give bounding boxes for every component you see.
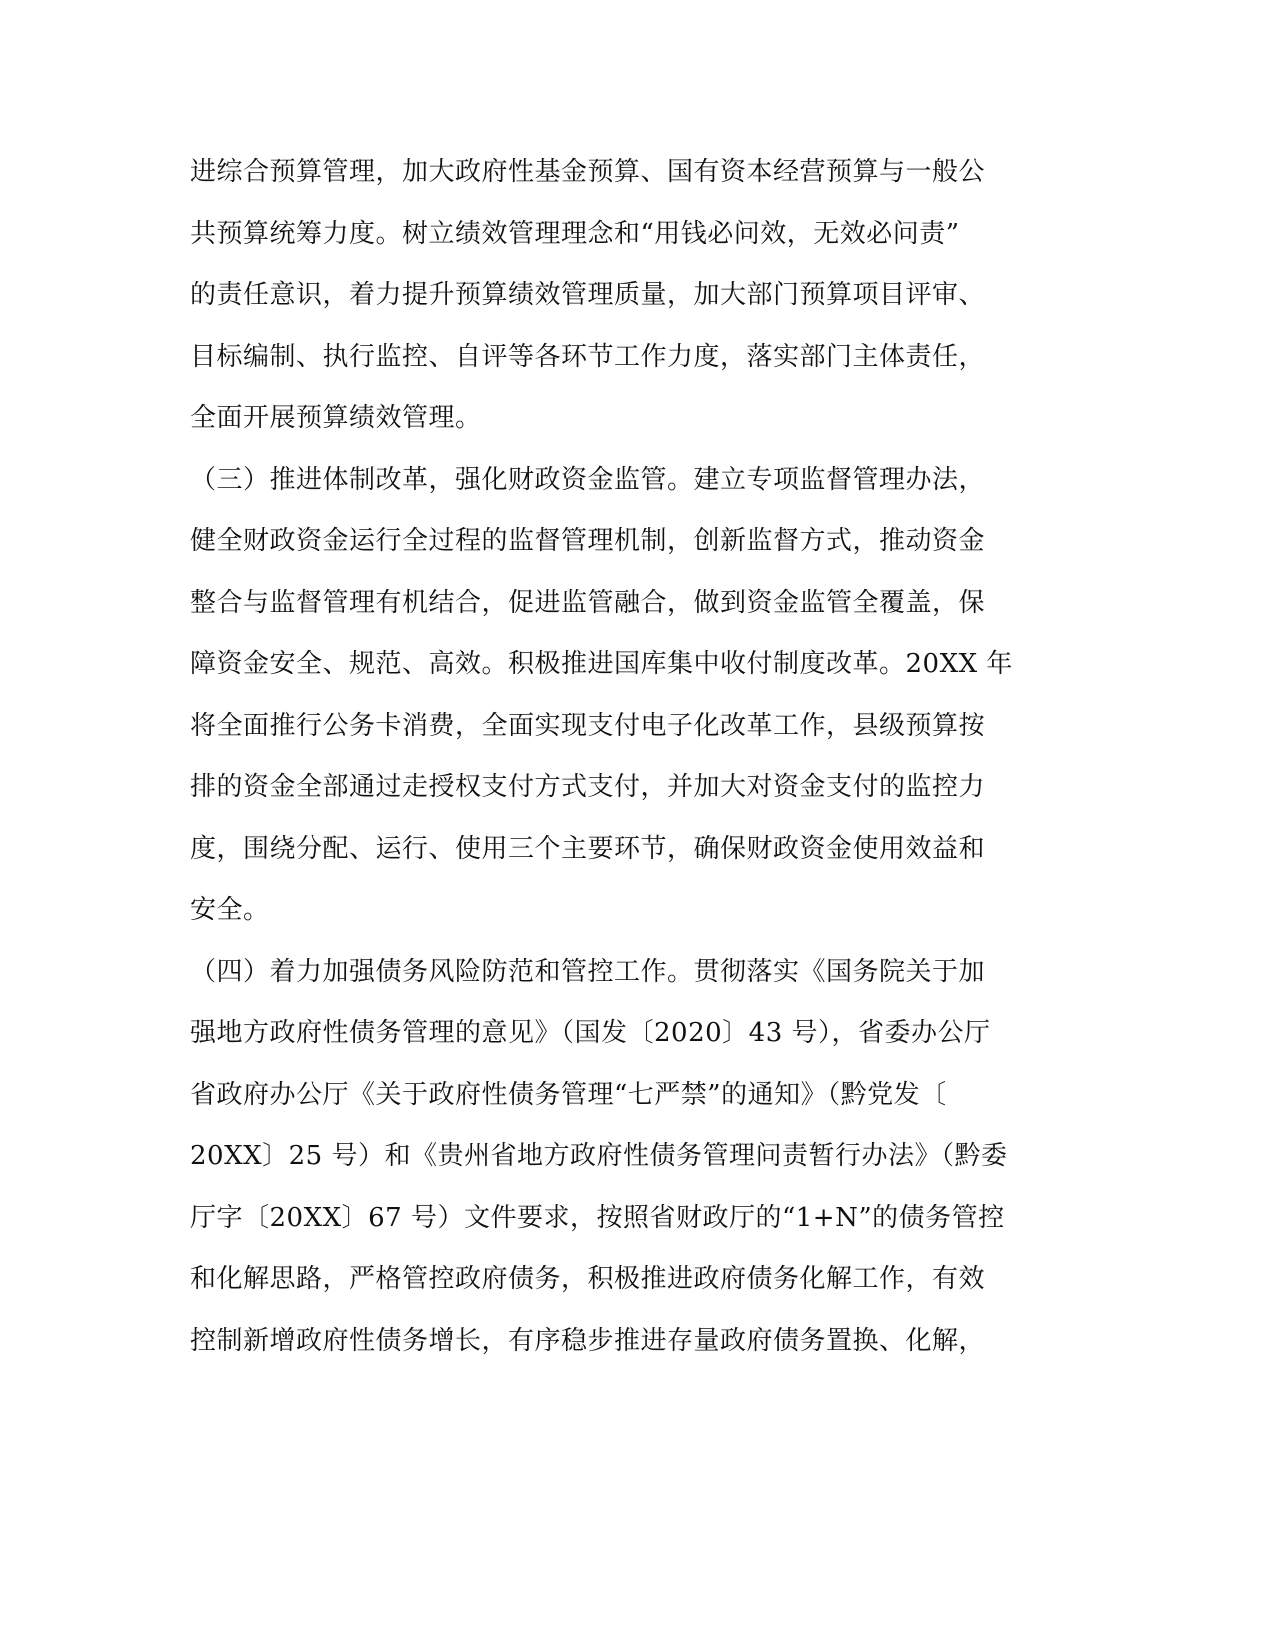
text-line: 强地方政府性债务管理的意见》（国发〔2020〕43 号），省委办公厅 <box>190 1018 991 1048</box>
text-line: 进综合预算管理，加大政府性基金预算、国有资本经营预算与一般公 <box>190 157 986 187</box>
text-line: 整合与监督管理有机结合，促进监管融合，做到资金监管全覆盖，保 <box>190 587 986 618</box>
text-line: 目标编制、执行监控、自评等各环节工作力度，落实部门主体责任， <box>190 341 986 372</box>
text-line: 的责任意识，着力提升预算绩效管理质量，加大部门预算项目评审、 <box>190 280 986 310</box>
text-line: 厅字〔20XX〕67 号）文件要求，按照省财政厅的“1+N”的债务管控 <box>190 1202 1005 1233</box>
text-line: 障资金安全、规范、高效。积极推进国库集中收付制度改革。20XX 年 <box>190 649 1013 679</box>
text-line: 20XX〕25 号）和《贵州省地方政府性债务管理问责暂行办法》（黔委 <box>190 1141 1008 1171</box>
text-line: 安全。 <box>190 895 270 925</box>
text-line: 控制新增政府性债务增长，有序稳步推进存量政府债务置换、化解， <box>190 1325 986 1356</box>
text-line: 全面开展预算绩效管理。 <box>190 403 482 433</box>
text-line: 将全面推行公务卡消费，全面实现支付电子化改革工作，县级预算按 <box>190 710 986 741</box>
text-line: 排的资金全部通过走授权支付方式支付，并加大对资金支付的监控力 <box>190 772 986 802</box>
text-line: 省政府办公厅《关于政府性债务管理“七严禁”的通知》（黔党发〔 <box>190 1079 947 1110</box>
section-heading-4: （四）着力加强债务风险防范和管控工作。贯彻落实《国务院关于加 <box>190 956 986 987</box>
section-heading-3: （三）推进体制改革，强化财政资金监管。建立专项监督管理办法， <box>190 464 986 495</box>
text-line: 度，围绕分配、运行、使用三个主要环节，确保财政资金使用效益和 <box>190 833 986 864</box>
text-line: 和化解思路，严格管控政府债务，积极推进政府债务化解工作，有效 <box>190 1264 986 1294</box>
text-line: 共预算统筹力度。树立绩效管理理念和“用钱必问效，无效必问责” <box>190 218 960 249</box>
text-line: 健全财政资金运行全过程的监督管理机制，创新监督方式，推动资金 <box>190 526 986 556</box>
